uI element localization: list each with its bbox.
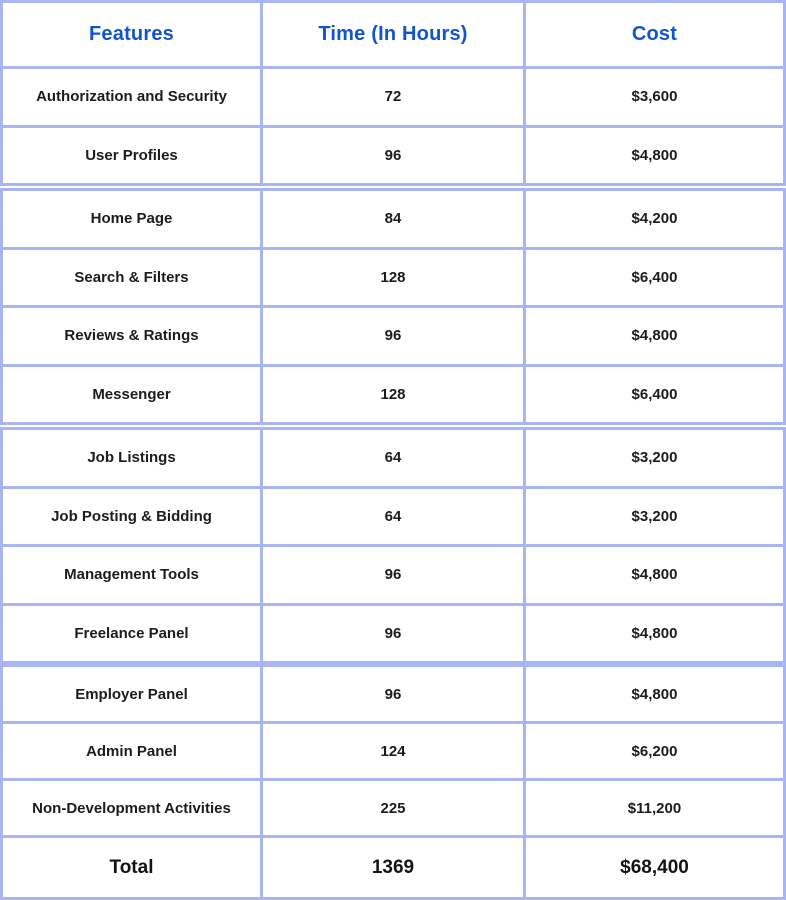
feature-cell: Home Page xyxy=(90,210,173,228)
table-row xyxy=(3,364,783,423)
column-header-features: Features xyxy=(89,23,174,45)
feature-cell: Admin Panel xyxy=(86,742,177,760)
feature-cell: Search & Filters xyxy=(74,268,189,286)
table-row xyxy=(3,430,783,486)
table-row xyxy=(3,66,783,125)
time-cell: 124 xyxy=(260,724,523,778)
column-header-time: Time (In Hours) xyxy=(260,3,523,66)
time-cell: 96 xyxy=(260,128,523,184)
table-total-row xyxy=(3,835,783,897)
table-row xyxy=(3,191,783,247)
cost-cell: $6,200 xyxy=(523,724,783,778)
feature-cell: Non-Development Activities xyxy=(32,799,231,817)
column-header-cost: Cost xyxy=(523,3,783,66)
time-cell: 96 xyxy=(260,606,523,662)
cost-cell: $4,800 xyxy=(523,308,783,364)
time-cell: 96 xyxy=(260,547,523,603)
time-cell: 225 xyxy=(260,781,523,835)
cost-cell: $4,800 xyxy=(523,667,783,721)
table-row xyxy=(3,486,783,545)
table-row xyxy=(3,721,783,778)
cost-cell: $6,400 xyxy=(523,367,783,423)
time-cell: 84 xyxy=(260,191,523,247)
table-row xyxy=(3,778,783,835)
time-cell: 72 xyxy=(260,69,523,125)
feature-cell: Job Posting & Bidding xyxy=(51,507,212,525)
table-row xyxy=(3,125,783,184)
table-section-3 xyxy=(0,427,786,664)
feature-cell: User Profiles xyxy=(85,146,178,164)
cost-cell: $4,200 xyxy=(523,191,783,247)
table-row xyxy=(3,667,783,721)
cost-cell: $11,200 xyxy=(523,781,783,835)
feature-cell: Employer Panel xyxy=(75,685,188,703)
feature-cell: Authorization and Security xyxy=(36,88,227,106)
cost-cell: $3,600 xyxy=(523,69,783,125)
table-row xyxy=(3,603,783,662)
time-cell: 64 xyxy=(260,430,523,486)
feature-cell: Messenger xyxy=(92,385,171,403)
time-cell: 96 xyxy=(260,667,523,721)
feature-cell: Freelance Panel xyxy=(74,624,189,642)
time-cell: 128 xyxy=(260,367,523,423)
cost-cell: $4,800 xyxy=(523,547,783,603)
table-section-1 xyxy=(0,0,786,186)
time-cell: 96 xyxy=(260,308,523,364)
feature-cell: Reviews & Ratings xyxy=(64,327,199,345)
total-time-cell: 1369 xyxy=(260,838,523,897)
table-row xyxy=(3,305,783,364)
table-header-row xyxy=(3,3,783,66)
feature-cell: Job Listings xyxy=(87,449,176,467)
table-row xyxy=(3,544,783,603)
total-cost-cell: $68,400 xyxy=(523,838,783,897)
table-section-2 xyxy=(0,188,786,425)
cost-cell: $4,800 xyxy=(523,128,783,184)
cost-cell: $6,400 xyxy=(523,250,783,306)
cost-cell: $4,800 xyxy=(523,606,783,662)
total-label: Total xyxy=(109,856,154,878)
time-cell: 64 xyxy=(260,489,523,545)
cost-cell: $3,200 xyxy=(523,430,783,486)
table-row xyxy=(3,247,783,306)
time-cell: 128 xyxy=(260,250,523,306)
table-section-4 xyxy=(0,664,786,900)
feature-cell: Management Tools xyxy=(64,566,199,584)
cost-cell: $3,200 xyxy=(523,489,783,545)
